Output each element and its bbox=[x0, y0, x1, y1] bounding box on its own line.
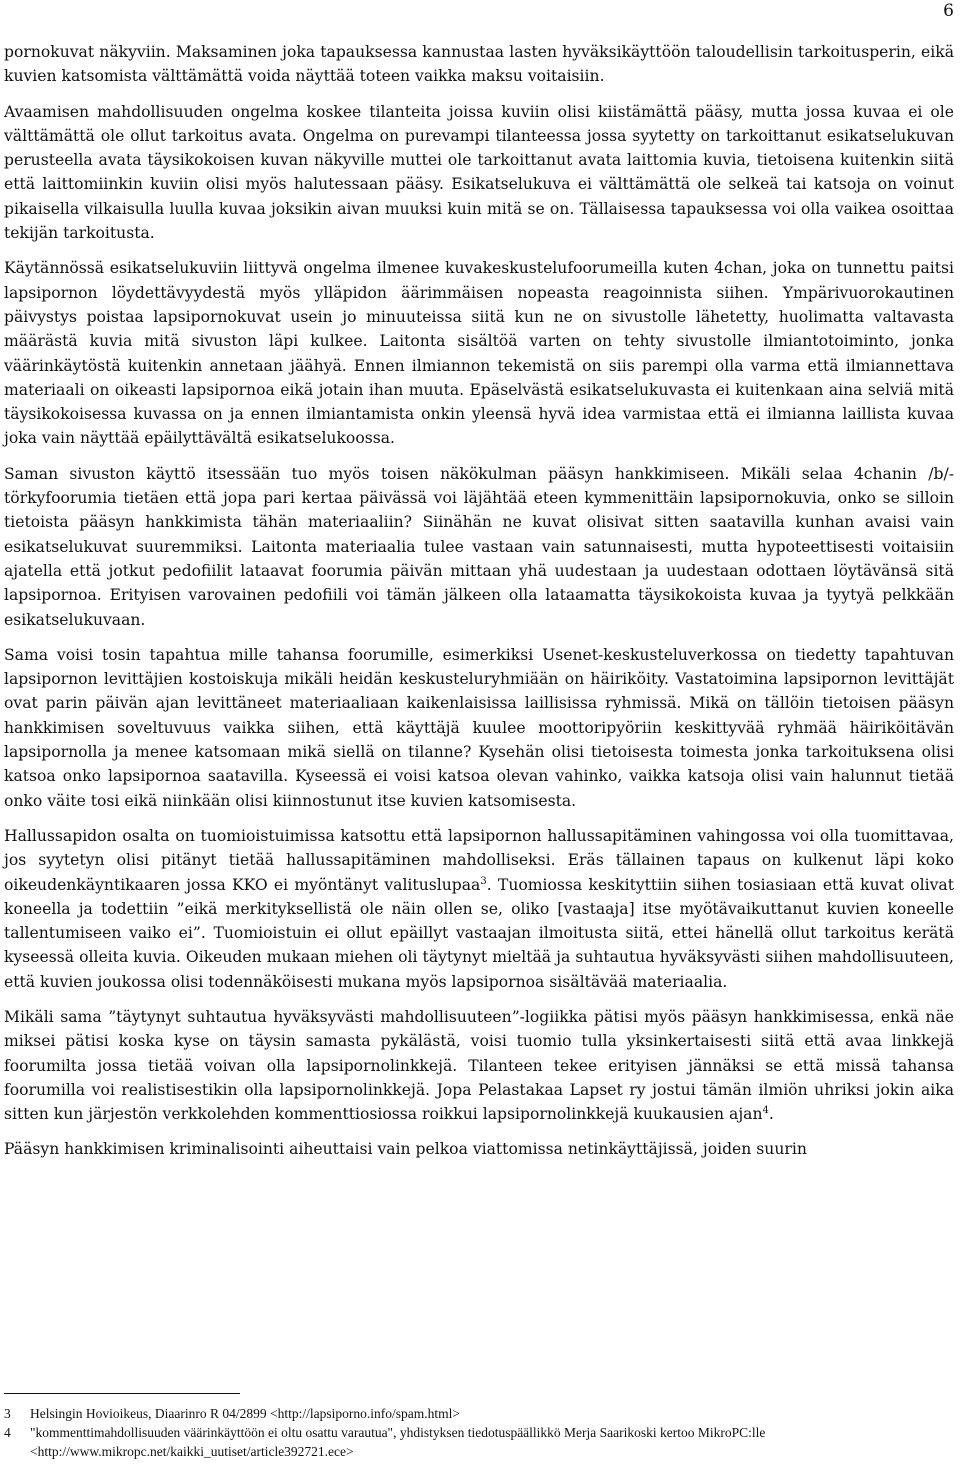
paragraph-6 bbox=[4, 824, 954, 994]
footnote-separator bbox=[4, 1393, 240, 1394]
paragraph-text: Mikäli sama ”täytynyt suhtautua hyväksyvästi mahdollisuuteen”-logiikka pätisi myös pääsyn hankkimisessa, enkä näe miksei pätisi koska kyse on täysin samasta pykälästä, voisi tuomio tulla yksinkertaisesti siitä että avaa linkkejä foorumilta jossa tietää voivan olla lapsipornolinkkejä. Tilanteen tekee erityisen jännäksi se että missä tahansa foorumilla voi realistisestikin olla lapsipornolinkkejä. Jopa Pelastakaa Lapset ry jostui tämän ilmiön uhriksi jokin aika sitten kun järjestön verkkolehden kommenttiosiossa roikkui lapsipornolinkkejä kuukausien ajan bbox=[4, 1007, 954, 1124]
paragraph-8 bbox=[4, 1137, 954, 1161]
paragraph-4 bbox=[4, 462, 954, 632]
paragraph-text: Pääsyn hankkimisen kriminalisointi aiheuttaisi vain pelkoa viattomissa netinkäyttäjissä, joiden suurin bbox=[4, 1140, 807, 1159]
paragraph-text-cont: . Tuomiossa keskityttiin siihen tosiasiaan että kuvat olivat koneella ja todettiin ”eikä merkityksellistä ole näin ollen se, oliko [vastaaja] itse myötävaikuttanut kuvien koneelle tallentumiseen vaiko ei”. Tuomioistuin ei ollut epäillyt vastaajan ilmoitusta siitä, ettei hänellä ollut tarkoitus kerätä kyseessä olleita kuvia. Oikeuden mukaan miehen oli täytynyt mieltää ja suhtautua hyväksyvästi siihen mahdollisuuteen, että kuvien joukossa olisi todennäköisesti mukana myös lapsipornoa sisältävää materiaalia. bbox=[4, 875, 954, 991]
paragraph-5 bbox=[4, 643, 954, 813]
footnote-number: 4 bbox=[4, 1425, 11, 1440]
paragraph-text: Hallussapidon osalta on tuomioistuimissa katsottu että lapsipornon hallussapitäminen vahingossa voi olla tuomittavaa, jos syytetyn olisi pitänyt tietää hallussapitäminen mahdolliseksi. Eräs tällainen tapaus on kulkenut läpi koko oikeudenkäyntikaaren jossa KKO ei myöntänyt valituslupaa bbox=[4, 826, 954, 894]
footnote-text: "kommenttimahdollisuuden väärinkäyttöön ei oltu osattu varautua", yhdistyksen tiedotuspäällikkö Merja Saarikoski kertoo MikroPC:lle <http://www.mikropc.net/kaikki_uutiset/article392721.ece> bbox=[30, 1425, 766, 1459]
paragraph-text: Sama voisi tosin tapahtua mille tahansa foorumille, esimerkiksi Usenet-keskusteluverkossa on tiedetty tapahtuvan lapsipornon levittäjien kostoiskuja mikäli heidän keskusteluryhmiään on häiriköity. Vastatoimina lapsipornon levittäjät ovat parin päivän ajan levittäneet materiaaliaan kaikenlaisissa laillisissa ryhmissä. Mikä on tällöin tietoisen pääsyn hankkimisen soveltuvuus vaikka siihen, että käyttäjä kuulee moottoripyöriin keskittyvää ryhmää häiriköitävän lapsipornolla ja menee katsomaan mikä siellä on tilanne? Kysehän olisi tietoisesta toimesta jonka tarkoituksena olisi katsoa onko lapsipornoa saatavilla. Kyseessä ei voisi katsoa olevan vahinko, vaikka katsoja olisi vain halunnut tietää onko väite tosi eikä niinkään olisi kiinnostunut itse kuvien katsomisesta. bbox=[4, 645, 954, 810]
paragraph-2 bbox=[4, 100, 954, 246]
footnote-text: Helsingin Hovioikeus, Diaarinro R 04/2899 <http://lapsiporno.info/spam.html> bbox=[30, 1406, 460, 1421]
page-number: 6 bbox=[943, 1, 954, 21]
paragraph-3 bbox=[4, 256, 954, 450]
footnote-ref-3[interactable]: 3 bbox=[480, 875, 487, 887]
paragraph-text: Käytännössä esikatselukuviin liittyvä ongelma ilmenee kuvakeskustelufoorumeilla kuten 4chan, joka on tunnettu paitsi lapsipornon löydettävyydestä myös ylläpidon äärimmäisen nopeasta reagoinnista siihen. Ympärivuorokautinen päivystys poistaa lapsipornokuvat usein jo minuuteissa siitä kun ne on sivustolle lähetetty, huolimatta valtavasta määrästä kuvia mitä sivuston läpi kulkee. Laitonta sisältöä varten on tehty sivustolle ilmiantotoiminto, jonka väärinkäytöstä kuitenkin annetaan jäähyä. Ennen ilmiannon tekemistä on siis parempi olla varma että ilmiannettava materiaali on oikeasti lapsipornoa eikä jotain ihan muuta. Epäselvästä esikatselukuvasta ei kuitenkaan aina selviä mitä täysikokoisessa kuvassa on ja ennen ilmiantamista onkin yleensä hyvä idea varmistaa että ei ilmianna laillista kuvaa joka vain näyttää epäilyttävältä esikatselukoossa. bbox=[4, 259, 954, 448]
paragraph-text: pornokuvat näkyviin. Maksaminen joka tapauksessa kannustaa lasten hyväksikäyttöön taloudellisin tarkoitusperin, eikä kuvien katsomista välttämättä voida näyttää toteen vaikka maksu voitaisiin. bbox=[4, 43, 954, 86]
footnotes bbox=[4, 1404, 954, 1461]
paragraph-text: Saman sivuston käyttö itsessään tuo myös toisen näkökulman pääsyn hankkimiseen. Mikäli selaa 4chanin /b/-törkyfoorumia tietäen että jopa pari kertaa päivässä voi läjähtää eteen kymmenittäin lapsipornokuvia, onko se silloin tietoista pääsyn hankkimista tähän materiaaliin? Siinähän ne kuvat olisivat sitten saatavilla kunhan avaisi vain esikatselukuvat suuremmiksi. Laitonta materiaalia tulee vastaan vain satunnaisesti, mutta hypoteettisesti voitaisiin ajatella että jotkut pedofiilit lataavat foorumia päivän mittaan yhä uudestaan ja uudestaan odottaen löytävänsä sitä lapsipornoa. Erityisen varovainen pedofiili voi tämän jälkeen olla lataamatta täysikokoista kuvaa ja tyytyä pelkkään esikatselukuvaan. bbox=[4, 464, 954, 629]
paragraph-1 bbox=[4, 40, 954, 89]
footnote-4 bbox=[4, 1423, 954, 1461]
paragraph-text-cont: . bbox=[768, 1105, 774, 1124]
paragraph-text: Avaamisen mahdollisuuden ongelma koskee tilanteita joissa kuviin olisi kiistämättä pääsy, mutta jossa kuvaa ei ole välttämättä ole ollut tarkoitus avata. Ongelma on purevampi tilanteessa jossa syytetty on tarkoittanut esikatselukuvan perusteella avata täysikokoisen kuvan näkyville muttei ole tarkoittanut avata laittomia kuvia, tietoisena kuitenkin siitä että laittomiinkin kuviin olisi myös halutessaan pääsy. Esikatselukuva ei välttämättä ole selkeä tai katsoja on voinut pikaisella vilkaisulla luulla kuvaa joksikin aivan muuksi kuin mitä se on. Tällaisessa tapauksessa voi olla vaikea osoittaa tekijän tarkoitusta. bbox=[4, 102, 954, 243]
footnote-ref-4[interactable]: 4 bbox=[762, 1104, 769, 1116]
paragraph-7 bbox=[4, 1005, 954, 1126]
body-text bbox=[4, 40, 954, 1173]
footnote-3 bbox=[4, 1404, 954, 1423]
footnote-number: 3 bbox=[4, 1406, 11, 1421]
